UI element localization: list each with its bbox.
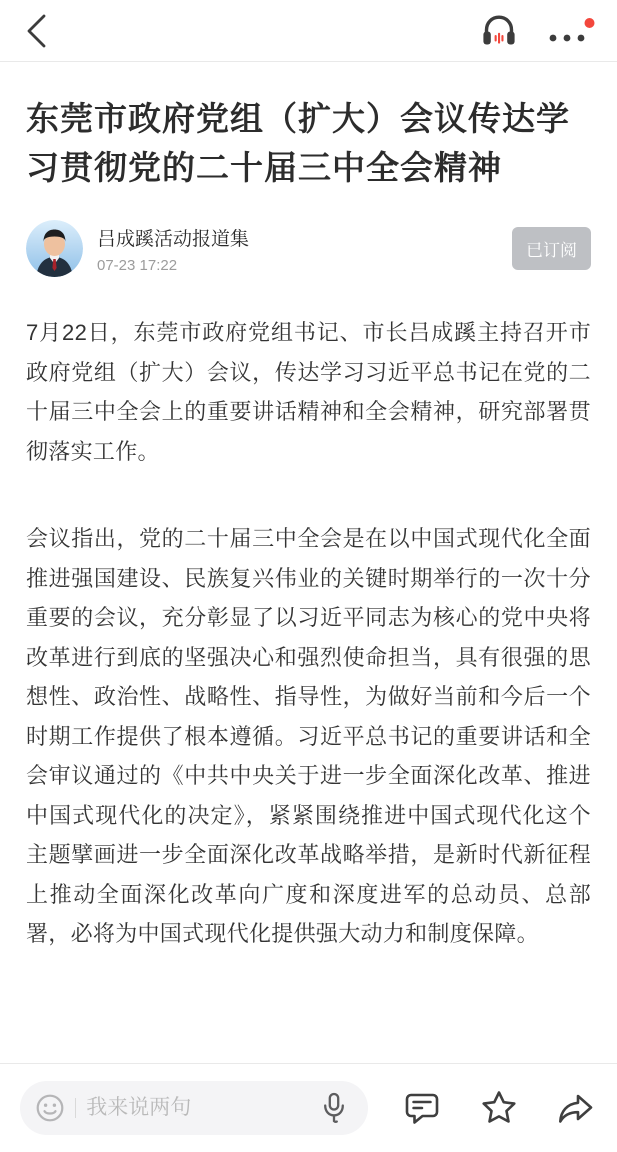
comment-input[interactable] — [86, 1096, 318, 1120]
bottom-action-bar — [0, 1063, 617, 1152]
author-row — [26, 220, 591, 277]
composer-divider — [75, 1098, 76, 1118]
microphone-icon[interactable] — [318, 1091, 350, 1125]
emoji-icon[interactable] — [34, 1092, 66, 1124]
article-content — [0, 62, 617, 1063]
star-icon — [479, 1088, 519, 1128]
more-menu-button[interactable] — [541, 7, 599, 55]
article-paragraph: 7月22日，东莞市政府党组书记、市长吕成蹊主持召开市政府党组（扩大）会议，传达学习习近平总书记在党的二十届三中全会上的重要讲话精神和全会精神，研究部署贯彻落实工作。 — [26, 320, 591, 464]
share-forward-icon — [555, 1088, 595, 1128]
three-dots-icon — [545, 11, 595, 51]
publish-time: 07-23 17:22 — [97, 256, 178, 274]
comment-button[interactable] — [400, 1086, 444, 1130]
comment-composer[interactable] — [20, 1081, 368, 1135]
nav-right-group — [475, 7, 599, 55]
subscribed-button[interactable]: 已订阅 — [512, 227, 591, 270]
author-avatar[interactable] — [26, 220, 83, 277]
comment-bubble-icon — [402, 1088, 442, 1128]
article-title: 东莞市政府党组（扩大）会议传达学习贯彻党的二十届三中全会精神 — [26, 100, 570, 186]
back-button[interactable] — [16, 7, 58, 55]
favorite-button[interactable] — [477, 1086, 521, 1130]
listen-audio-button[interactable] — [475, 7, 523, 55]
notification-dot — [585, 18, 595, 28]
share-button[interactable] — [553, 1086, 597, 1130]
author-meta — [97, 224, 249, 274]
chevron-left-icon — [20, 11, 54, 51]
top-nav-bar — [0, 0, 617, 62]
author-name[interactable]: 吕成蹊活动报道集 — [97, 228, 250, 250]
headphones-icon — [479, 11, 519, 51]
article-paragraph: 会议指出，党的二十届三中全会是在以中国式现代化全面推进强国建设、民族复兴伟业的关键时期举行的一次十分重要的会议，充分彰显了以习近平同志为核心的党中央将改革进行到底的坚强决心和强烈使命担当，具有很强的思想性、政治性、战略性、指导性，为做好当前和今后一个时期工作提供了根本遵循。习近平总书记的重要讲话和全会审议通过的《中共中央关于进一步全面深化改革、推进中国式现代化的决定》，紧紧围绕推进中国式现代化这个主题擘画进一步全面深化改革战略举措，是新时代新征程上推动全面深化改革向广度和深度进军的总动员、总部署，必将为中国式现代化提供强大动力和制度保障。 — [26, 526, 591, 946]
